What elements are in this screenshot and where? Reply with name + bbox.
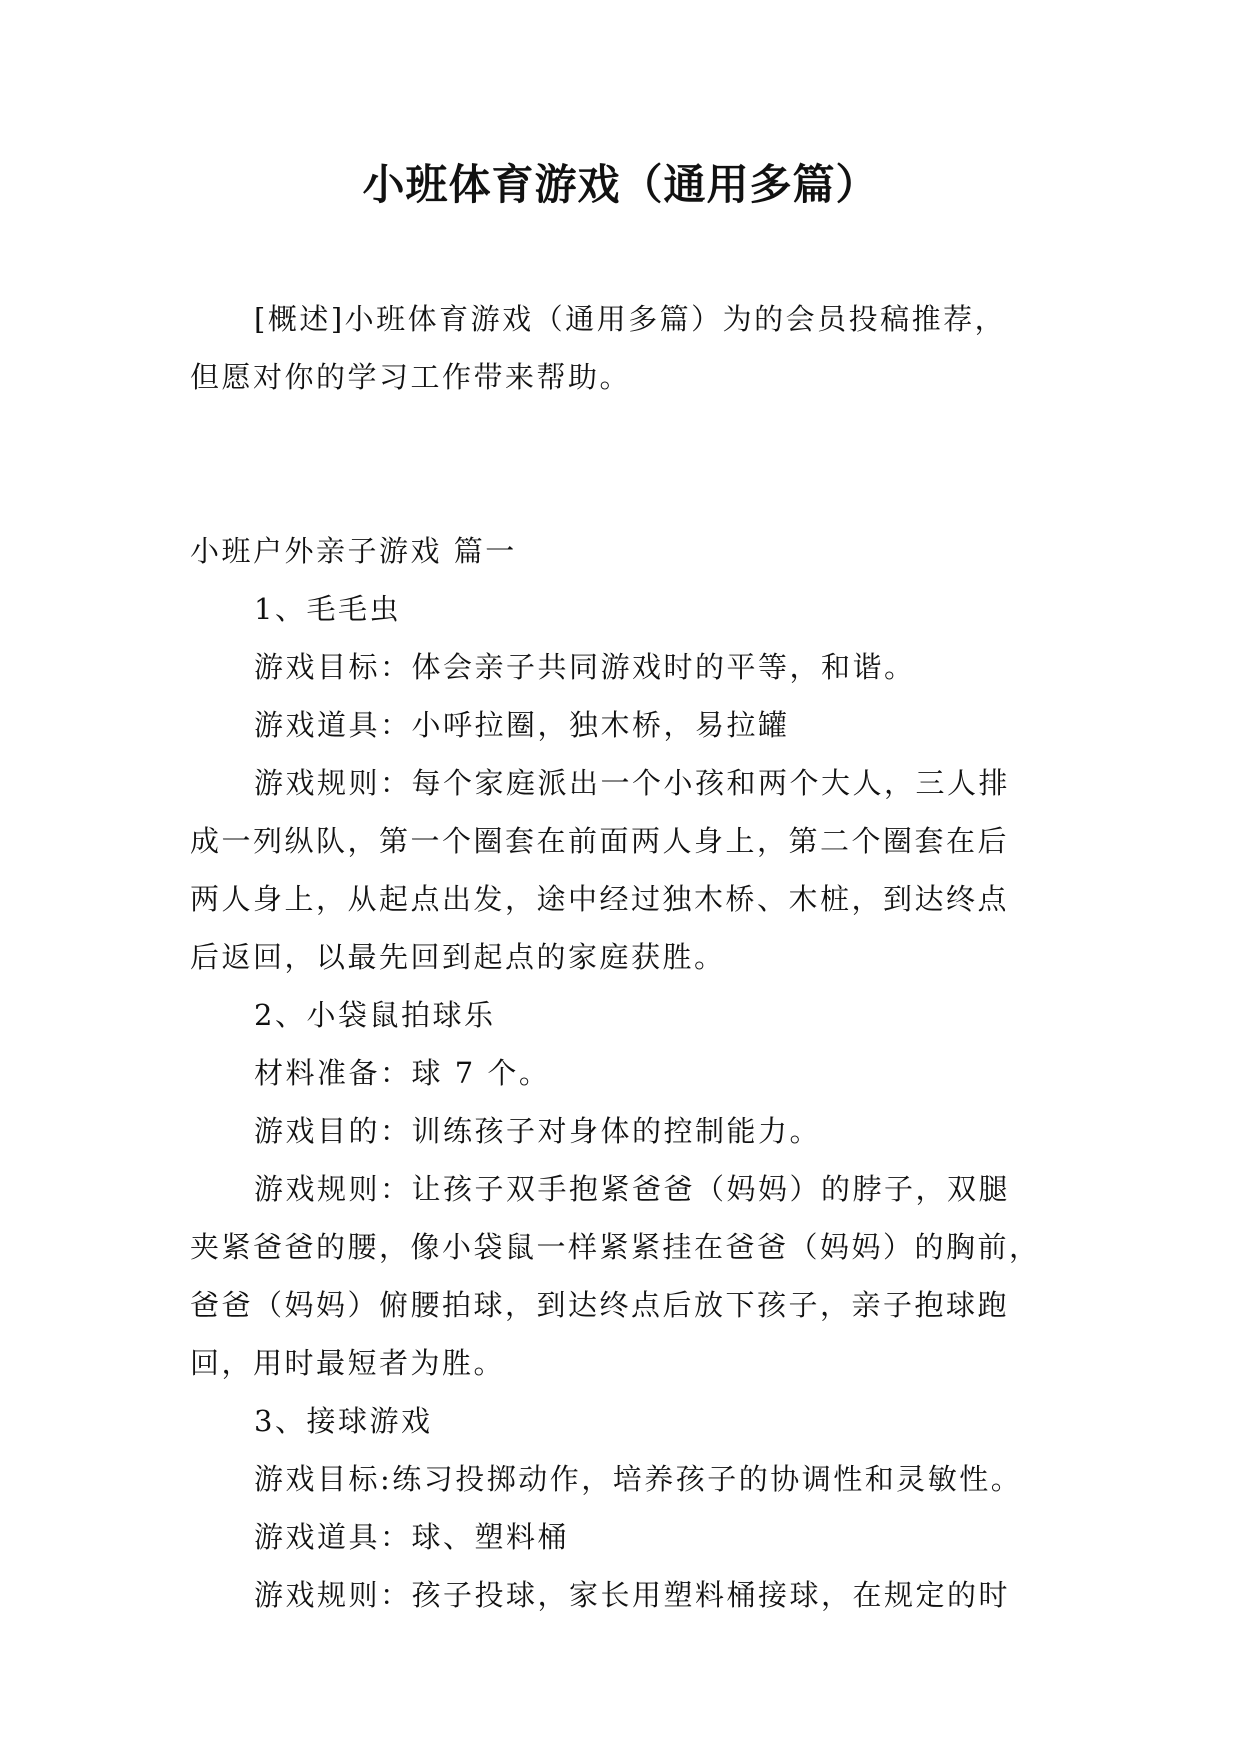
text-line: 但愿对你的学习工作带来帮助。 xyxy=(190,360,632,394)
text-line: 1、毛毛虫 xyxy=(254,592,401,626)
text-line: 游戏目标:练习投掷动作，培养孩子的协调性和灵敏性。 xyxy=(254,1462,1023,1496)
text-line: 游戏规则：让孩子双手抱紧爸爸（妈妈）的脖子，双腿 xyxy=(254,1172,1011,1206)
text-line: 回，用时最短者为胜。 xyxy=(190,1346,506,1380)
document-title: 小班体育游戏（通用多篇） xyxy=(362,160,879,209)
text-line: 后返回，以最先回到起点的家庭获胜。 xyxy=(190,940,726,974)
text-line: 游戏规则：每个家庭派出一个小孩和两个大人，三人排 xyxy=(254,766,1011,800)
text-line: 游戏道具：小呼拉圈，独木桥，易拉罐 xyxy=(254,708,790,742)
text-line: 夹紧爸爸的腰，像小袋鼠一样紧紧挂在爸爸（妈妈）的胸前， xyxy=(190,1230,1041,1264)
text-line: 2、小袋鼠拍球乐 xyxy=(254,998,496,1032)
text-line: 游戏目标：体会亲子共同游戏时的平等，和谐。 xyxy=(254,650,916,684)
text-line: 成一列纵队，第一个圈套在前面两人身上，第二个圈套在后 xyxy=(190,824,1010,858)
document-body xyxy=(190,290,1070,1624)
text-line: 游戏道具：球、塑料桶 xyxy=(254,1520,570,1554)
text-line: [概述]小班体育游戏（通用多篇）为的会员投稿推荐， xyxy=(254,302,1007,336)
text-line: 小班户外亲子游戏 篇一 xyxy=(190,534,517,568)
text-line: 3、接球游戏 xyxy=(254,1404,433,1438)
text-line: 材料准备：球 7 个。 xyxy=(254,1056,551,1090)
text-line: 游戏规则：孩子投球，家长用塑料桶接球，在规定的时 xyxy=(254,1578,1011,1612)
text-line: 两人身上，从起点出发，途中经过独木桥、木桩，到达终点 xyxy=(190,882,1010,916)
text-line: 爸爸（妈妈）俯腰拍球，到达终点后放下孩子，亲子抱球跑 xyxy=(190,1288,1010,1322)
text-line: 游戏目的：训练孩子对身体的控制能力。 xyxy=(254,1114,822,1148)
paragraph-gap xyxy=(190,406,1070,522)
